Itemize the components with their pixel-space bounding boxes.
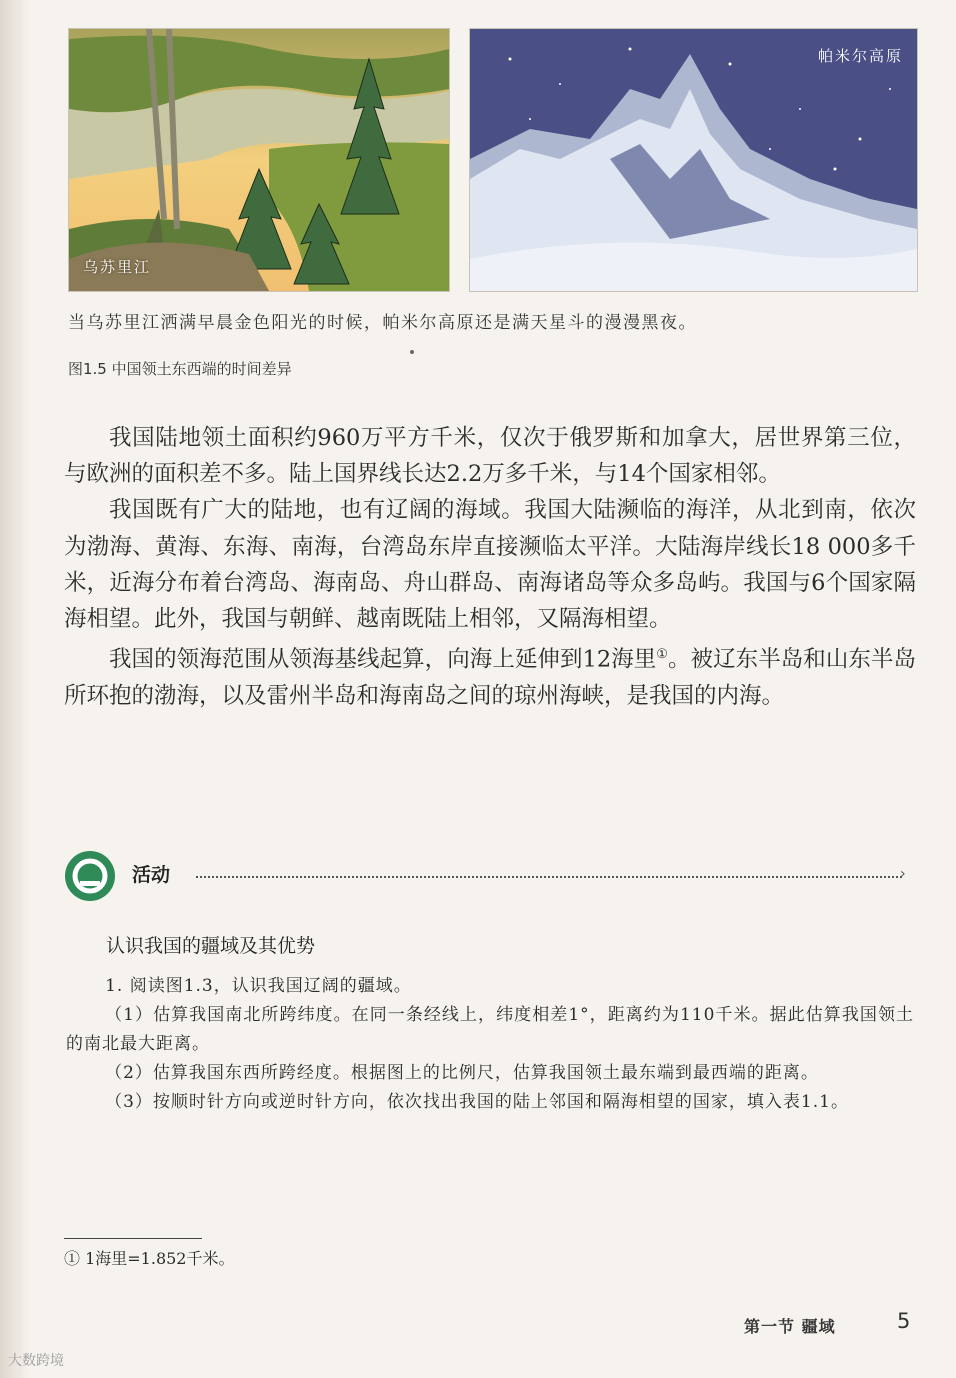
footnote-marker[interactable]: ① (656, 647, 668, 663)
paragraph-territorial-sea (64, 637, 916, 714)
territorial-sea-text-a: 我国的领海范围从领海基线起算，向海上延伸到12海里 (109, 646, 657, 673)
figure-title: 图1.5 中国领土东西端的时间差异 (68, 360, 292, 378)
print-speck (410, 350, 414, 354)
page-number: 5 (897, 1309, 911, 1333)
footnote-divider (64, 1238, 202, 1239)
wusuli-river-label: 乌苏里江 (83, 258, 152, 276)
activity-heading: 认识我国的疆域及其优势 (106, 935, 316, 957)
footnote: ① 1海里=1.852千米。 (64, 1249, 235, 1268)
wusuli-river-picture (69, 29, 449, 291)
paragraph-sea: 我国既有广大的陆地，也有辽阔的海域。我国大陆濒临的海洋，从北到南，依次为渤海、黄海、东海、南海，台湾岛东岸直接濒临太平洋。大陆海岸线长18 000多千米，近海分布着台湾岛、海南岛、舟山群岛、南海诸岛等众多岛屿。我国与6个国家隔海相望。此外，我国与朝鲜、越南既陆上相邻，又隔海相望。 (64, 497, 916, 633)
activity-item: 1. 阅读图1.3，认识我国辽阔的疆域。 (105, 976, 412, 996)
figure-caption: 当乌苏里江洒满早晨金色阳光的时候，帕米尔高原还是满天星斗的漫漫黑夜。 (68, 313, 697, 333)
paragraph-area: 我国陆地领土面积约960万平方千米，仅次于俄罗斯和加拿大，居世界第三位，与欧洲的面积差不多。陆上国界线长达2.2万多千米，与14个国家相邻。 (64, 425, 916, 488)
activity-divider (196, 876, 902, 878)
activity-item: （1）估算我国南北所跨纬度。在同一条经线上，纬度相差1°，距离约为110千米。据此估算我国领土的南北最大距离。 (66, 1005, 914, 1054)
activity-icon (64, 850, 116, 902)
activity-list (66, 972, 914, 1117)
activity-title: 活动 (132, 864, 171, 886)
chevron-right-icon: › (900, 866, 906, 882)
activity-item: （2）估算我国东西所跨经度。根据图上的比例尺，估算我国领土最东端到最西端的距离。 (105, 1063, 819, 1083)
activity-item: （3）按顺时针方向或逆时针方向，依次找出我国的陆上邻国和隔海相望的国家，填入表1.1。 (105, 1092, 849, 1112)
wusuli-river-illustration (68, 28, 450, 292)
footer-chapter-title: 第一节 疆域 (744, 1317, 836, 1336)
watermark: 大数跨境 (8, 1353, 64, 1369)
pamir-plateau-illustration (469, 28, 918, 292)
pamir-plateau-label: 帕米尔高原 (817, 47, 903, 65)
pamir-plateau-picture (470, 29, 917, 291)
territorial-sea-text-b: 。被辽东半岛和山东半岛所环抱的渤海，以及雷州半岛和海南岛之间的琼州海峡，是我国的内海。 (64, 646, 916, 709)
body-text (64, 420, 916, 714)
page-edge (0, 0, 30, 1378)
